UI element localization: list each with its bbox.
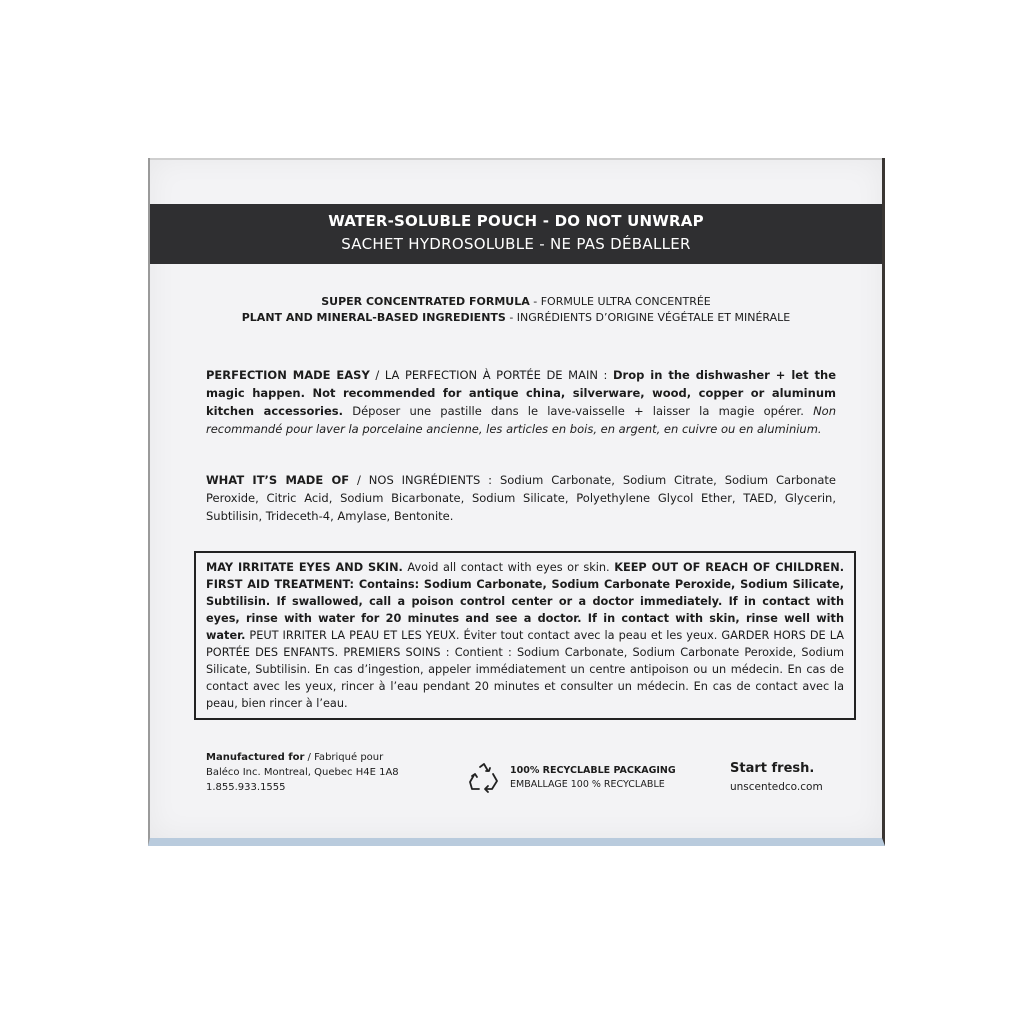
usage-separator: / [369,368,385,382]
warning-banner [150,204,882,264]
brand-info [730,760,823,796]
safety-warning-box [194,551,856,720]
claim-formula-fr: - FORMULE ULTRA CONCENTRÉE [529,295,711,308]
warning-first-aid: KEEP OUT OF REACH OF CHILDREN. FIRST AID TREATMENT: Contains: Sodium Carbonate, Sodium Carbonate Peroxide, Sodium Silicate, Subtilisin. If swallowed, call a poison control center or a doctor immediately. If in contact with eyes, rinse with water for 20 minutes and see a doctor. If in contact with skin, rinse well with water. [206,561,844,642]
recycle-icon [468,762,500,794]
banner-line-english: WATER-SOLUBLE POUCH - DO NOT UNWRAP [328,212,704,230]
usage-text-fr-italic: Non recommandé pour laver la porcelaine ancienne, les articles en bois, en argent, en cuivre ou en aluminium. [206,404,837,436]
warning-start: MAY IRRITATE EYES AND SKIN. [206,561,403,574]
ingredients-list [206,471,836,525]
recycling-line-en: 100% RECYCLABLE PACKAGING [510,765,676,776]
product-claims [150,294,882,326]
manufacturer-phone: 1.855.933.1555 [206,782,286,793]
manufacturer-label [206,750,399,765]
recycling-info [510,764,676,792]
manufacturer-label-en: Manufactured for [206,752,305,763]
brand-tagline: Start fresh. [730,761,815,776]
ingredients-heading-fr: NOS INGRÉDIENTS : [368,473,500,487]
claim-ingredients-en: PLANT AND MINERAL-BASED INGREDIENTS [241,311,506,324]
product-box-back-panel [148,158,885,846]
usage-text-en: Drop in the dishwasher + let the magic happen. Not recommended for antique china, silverware, wood, copper or aluminum kitchen accessories. [206,368,836,418]
usage-instructions [206,366,836,438]
ingredients-text: Sodium Carbonate, Sodium Citrate, Sodium Carbonate Peroxide, Citric Acid, Sodium Bicarbonate, Sodium Silicate, Polyethylene Glycol Ether, TAED, Glycerin, Subtilisin, Trideceth-4, Amylase, Bentonite. [206,473,837,523]
box-top-edge [150,158,882,160]
manufacturer-info [206,750,399,795]
recycling-line-fr: EMBALLAGE 100 % RECYCLABLE [510,779,665,790]
ingredients-separator: / [349,473,369,487]
banner-line-french: SACHET HYDROSOLUBLE - NE PAS DÉBALLER [341,235,691,253]
manufacturer-address: Baléco Inc. Montreal, Quebec H4E 1A8 [206,767,399,778]
usage-heading-en: PERFECTION MADE EASY [206,368,370,382]
manufacturer-label-fr: / Fabriqué pour [304,752,384,763]
warning-french: PEUT IRRITER LA PEAU ET LES YEUX. Éviter tout contact avec la peau et les yeux. GARDER HORS DE LA PORTÉE DES ENFANTS. PREMIERS SOINS : Contient : Sodium Carbonate, Sodium Carbonate Peroxide, Sodium Silicate, Subtilisin. En cas d’ingestion, appeler immédiatement un centre antipoison ou un médecin. En cas de contact avec les yeux, rincer à l’eau pendant 20 minutes et consulter un médecin. En cas de contact avec la peau, bien rincer à l’eau. [206,629,844,710]
warning-body: Avoid all contact with eyes or skin. [402,561,615,574]
ingredients-heading-en: WHAT IT’S MADE OF [206,473,350,487]
claim-ingredients-fr: - INGRÉDIENTS D’ORIGINE VÉGÉTALE ET MINÉRALE [505,311,791,324]
brand-url: unscentedco.com [730,781,823,793]
usage-text-fr: Déposer une pastille dans le lave-vaisselle + laisser la magie opérer. [343,404,814,418]
usage-heading-fr: LA PERFECTION À PORTÉE DE MAIN : [384,368,613,382]
claim-ingredients [150,310,882,326]
claim-formula-en: SUPER CONCENTRATED FORMULA [321,295,530,308]
claim-formula [150,294,882,310]
